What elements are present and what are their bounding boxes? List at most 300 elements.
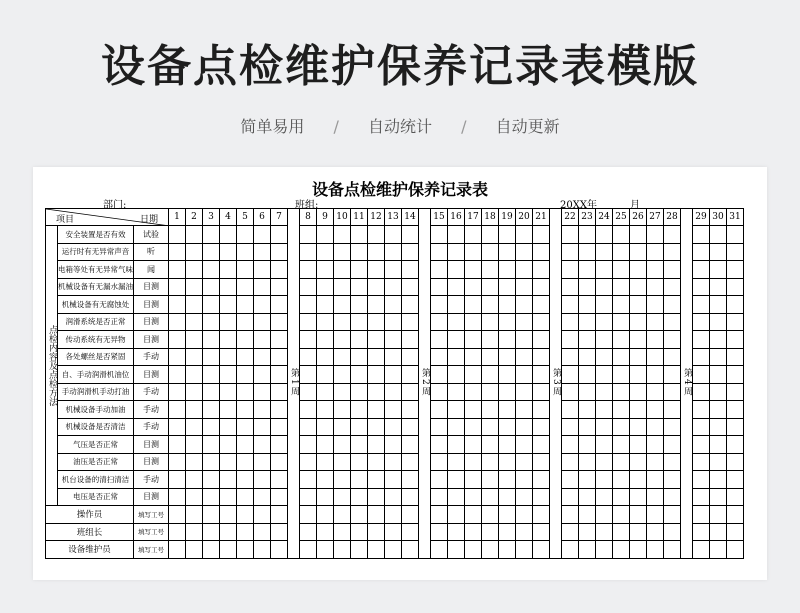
- check-cell[interactable]: [710, 366, 727, 384]
- check-cell[interactable]: [300, 296, 317, 314]
- check-cell[interactable]: [630, 523, 647, 541]
- check-cell[interactable]: [710, 331, 727, 349]
- check-cell[interactable]: [385, 418, 402, 436]
- check-cell[interactable]: [727, 383, 744, 401]
- check-cell[interactable]: [533, 383, 550, 401]
- check-cell[interactable]: [562, 488, 579, 506]
- check-cell[interactable]: [630, 506, 647, 524]
- check-cell[interactable]: [482, 243, 499, 261]
- check-cell[interactable]: [186, 541, 203, 559]
- check-cell[interactable]: [482, 348, 499, 366]
- check-cell[interactable]: [562, 383, 579, 401]
- check-cell[interactable]: [271, 488, 288, 506]
- check-cell[interactable]: [727, 488, 744, 506]
- check-cell[interactable]: [237, 296, 254, 314]
- check-cell[interactable]: [533, 506, 550, 524]
- check-cell[interactable]: [254, 541, 271, 559]
- check-cell[interactable]: [482, 366, 499, 384]
- check-cell[interactable]: [271, 436, 288, 454]
- check-cell[interactable]: [579, 471, 596, 489]
- check-cell[interactable]: [300, 453, 317, 471]
- check-cell[interactable]: [368, 523, 385, 541]
- check-cell[interactable]: [482, 401, 499, 419]
- check-cell[interactable]: [664, 383, 681, 401]
- check-cell[interactable]: [334, 331, 351, 349]
- check-cell[interactable]: [300, 383, 317, 401]
- check-cell[interactable]: [710, 436, 727, 454]
- check-cell[interactable]: [169, 541, 186, 559]
- check-cell[interactable]: [579, 383, 596, 401]
- check-cell[interactable]: [664, 418, 681, 436]
- check-cell[interactable]: [334, 383, 351, 401]
- check-cell[interactable]: [351, 401, 368, 419]
- check-cell[interactable]: [693, 453, 710, 471]
- check-cell[interactable]: [664, 541, 681, 559]
- check-cell[interactable]: [664, 436, 681, 454]
- check-cell[interactable]: [465, 418, 482, 436]
- check-cell[interactable]: [237, 243, 254, 261]
- check-cell[interactable]: [465, 331, 482, 349]
- check-cell[interactable]: [647, 296, 664, 314]
- check-cell[interactable]: [186, 331, 203, 349]
- check-cell[interactable]: [727, 313, 744, 331]
- check-cell[interactable]: [465, 348, 482, 366]
- check-cell[interactable]: [300, 401, 317, 419]
- check-cell[interactable]: [596, 366, 613, 384]
- check-cell[interactable]: [647, 401, 664, 419]
- check-cell[interactable]: [402, 506, 419, 524]
- check-cell[interactable]: [431, 506, 448, 524]
- check-cell[interactable]: [465, 523, 482, 541]
- check-cell[interactable]: [220, 296, 237, 314]
- check-cell[interactable]: [710, 471, 727, 489]
- check-cell[interactable]: [351, 436, 368, 454]
- check-cell[interactable]: [186, 523, 203, 541]
- check-cell[interactable]: [727, 401, 744, 419]
- check-cell[interactable]: [203, 453, 220, 471]
- check-cell[interactable]: [271, 471, 288, 489]
- check-cell[interactable]: [482, 453, 499, 471]
- check-cell[interactable]: [431, 523, 448, 541]
- check-cell[interactable]: [516, 348, 533, 366]
- check-cell[interactable]: [710, 313, 727, 331]
- check-cell[interactable]: [693, 401, 710, 419]
- check-cell[interactable]: [351, 331, 368, 349]
- check-cell[interactable]: [465, 366, 482, 384]
- check-cell[interactable]: [402, 313, 419, 331]
- check-cell[interactable]: [317, 226, 334, 244]
- check-cell[interactable]: [533, 471, 550, 489]
- check-cell[interactable]: [613, 383, 630, 401]
- check-cell[interactable]: [562, 331, 579, 349]
- check-cell[interactable]: [710, 453, 727, 471]
- check-cell[interactable]: [317, 348, 334, 366]
- check-cell[interactable]: [710, 418, 727, 436]
- check-cell[interactable]: [351, 261, 368, 279]
- check-cell[interactable]: [254, 436, 271, 454]
- check-cell[interactable]: [237, 348, 254, 366]
- check-cell[interactable]: [613, 523, 630, 541]
- check-cell[interactable]: [664, 366, 681, 384]
- check-cell[interactable]: [516, 278, 533, 296]
- check-cell[interactable]: [630, 278, 647, 296]
- check-cell[interactable]: [710, 523, 727, 541]
- check-cell[interactable]: [220, 488, 237, 506]
- check-cell[interactable]: [385, 278, 402, 296]
- check-cell[interactable]: [351, 506, 368, 524]
- check-cell[interactable]: [254, 366, 271, 384]
- check-cell[interactable]: [533, 348, 550, 366]
- check-cell[interactable]: [254, 331, 271, 349]
- check-cell[interactable]: [203, 471, 220, 489]
- check-cell[interactable]: [317, 418, 334, 436]
- check-cell[interactable]: [169, 383, 186, 401]
- check-cell[interactable]: [368, 278, 385, 296]
- check-cell[interactable]: [334, 348, 351, 366]
- check-cell[interactable]: [431, 261, 448, 279]
- check-cell[interactable]: [431, 541, 448, 559]
- check-cell[interactable]: [186, 383, 203, 401]
- check-cell[interactable]: [448, 383, 465, 401]
- check-cell[interactable]: [727, 453, 744, 471]
- check-cell[interactable]: [169, 436, 186, 454]
- check-cell[interactable]: [385, 313, 402, 331]
- check-cell[interactable]: [596, 261, 613, 279]
- check-cell[interactable]: [533, 331, 550, 349]
- check-cell[interactable]: [693, 506, 710, 524]
- check-cell[interactable]: [300, 418, 317, 436]
- check-cell[interactable]: [596, 506, 613, 524]
- check-cell[interactable]: [402, 453, 419, 471]
- check-cell[interactable]: [664, 243, 681, 261]
- check-cell[interactable]: [169, 243, 186, 261]
- check-cell[interactable]: [562, 226, 579, 244]
- check-cell[interactable]: [169, 506, 186, 524]
- check-cell[interactable]: [516, 418, 533, 436]
- check-cell[interactable]: [579, 541, 596, 559]
- check-cell[interactable]: [664, 471, 681, 489]
- check-cell[interactable]: [613, 331, 630, 349]
- check-cell[interactable]: [499, 226, 516, 244]
- check-cell[interactable]: [516, 471, 533, 489]
- check-cell[interactable]: [334, 261, 351, 279]
- check-cell[interactable]: [271, 313, 288, 331]
- check-cell[interactable]: [693, 331, 710, 349]
- check-cell[interactable]: [254, 243, 271, 261]
- check-cell[interactable]: [186, 261, 203, 279]
- check-cell[interactable]: [271, 383, 288, 401]
- check-cell[interactable]: [630, 261, 647, 279]
- check-cell[interactable]: [254, 401, 271, 419]
- check-cell[interactable]: [385, 243, 402, 261]
- check-cell[interactable]: [727, 348, 744, 366]
- check-cell[interactable]: [203, 541, 220, 559]
- check-cell[interactable]: [220, 418, 237, 436]
- check-cell[interactable]: [630, 401, 647, 419]
- check-cell[interactable]: [596, 436, 613, 454]
- check-cell[interactable]: [482, 261, 499, 279]
- check-cell[interactable]: [317, 506, 334, 524]
- check-cell[interactable]: [727, 296, 744, 314]
- check-cell[interactable]: [579, 418, 596, 436]
- check-cell[interactable]: [710, 488, 727, 506]
- check-cell[interactable]: [271, 296, 288, 314]
- check-cell[interactable]: [368, 383, 385, 401]
- check-cell[interactable]: [351, 366, 368, 384]
- check-cell[interactable]: [465, 296, 482, 314]
- check-cell[interactable]: [630, 488, 647, 506]
- check-cell[interactable]: [237, 453, 254, 471]
- check-cell[interactable]: [596, 313, 613, 331]
- check-cell[interactable]: [482, 331, 499, 349]
- check-cell[interactable]: [300, 226, 317, 244]
- check-cell[interactable]: [431, 331, 448, 349]
- check-cell[interactable]: [351, 523, 368, 541]
- check-cell[interactable]: [693, 296, 710, 314]
- check-cell[interactable]: [727, 471, 744, 489]
- check-cell[interactable]: [613, 471, 630, 489]
- check-cell[interactable]: [203, 243, 220, 261]
- check-cell[interactable]: [169, 313, 186, 331]
- check-cell[interactable]: [596, 243, 613, 261]
- check-cell[interactable]: [351, 471, 368, 489]
- check-cell[interactable]: [630, 313, 647, 331]
- check-cell[interactable]: [596, 523, 613, 541]
- check-cell[interactable]: [220, 278, 237, 296]
- check-cell[interactable]: [499, 366, 516, 384]
- check-cell[interactable]: [334, 278, 351, 296]
- check-cell[interactable]: [562, 471, 579, 489]
- check-cell[interactable]: [533, 418, 550, 436]
- check-cell[interactable]: [271, 348, 288, 366]
- check-cell[interactable]: [271, 278, 288, 296]
- check-cell[interactable]: [499, 418, 516, 436]
- check-cell[interactable]: [482, 436, 499, 454]
- check-cell[interactable]: [647, 226, 664, 244]
- check-cell[interactable]: [186, 313, 203, 331]
- check-cell[interactable]: [579, 523, 596, 541]
- check-cell[interactable]: [533, 436, 550, 454]
- check-cell[interactable]: [613, 453, 630, 471]
- check-cell[interactable]: [499, 436, 516, 454]
- check-cell[interactable]: [499, 506, 516, 524]
- check-cell[interactable]: [499, 488, 516, 506]
- check-cell[interactable]: [562, 418, 579, 436]
- check-cell[interactable]: [402, 418, 419, 436]
- check-cell[interactable]: [237, 313, 254, 331]
- check-cell[interactable]: [579, 226, 596, 244]
- check-cell[interactable]: [448, 313, 465, 331]
- check-cell[interactable]: [237, 383, 254, 401]
- check-cell[interactable]: [317, 278, 334, 296]
- check-cell[interactable]: [727, 523, 744, 541]
- check-cell[interactable]: [596, 488, 613, 506]
- check-cell[interactable]: [203, 226, 220, 244]
- check-cell[interactable]: [499, 296, 516, 314]
- check-cell[interactable]: [368, 261, 385, 279]
- check-cell[interactable]: [385, 506, 402, 524]
- check-cell[interactable]: [516, 313, 533, 331]
- check-cell[interactable]: [613, 226, 630, 244]
- check-cell[interactable]: [431, 418, 448, 436]
- check-cell[interactable]: [613, 348, 630, 366]
- check-cell[interactable]: [254, 383, 271, 401]
- check-cell[interactable]: [402, 488, 419, 506]
- check-cell[interactable]: [368, 488, 385, 506]
- check-cell[interactable]: [334, 243, 351, 261]
- check-cell[interactable]: [271, 331, 288, 349]
- check-cell[interactable]: [647, 243, 664, 261]
- check-cell[interactable]: [385, 296, 402, 314]
- check-cell[interactable]: [482, 418, 499, 436]
- check-cell[interactable]: [448, 366, 465, 384]
- check-cell[interactable]: [613, 296, 630, 314]
- check-cell[interactable]: [664, 261, 681, 279]
- check-cell[interactable]: [385, 261, 402, 279]
- check-cell[interactable]: [448, 296, 465, 314]
- check-cell[interactable]: [385, 366, 402, 384]
- check-cell[interactable]: [579, 506, 596, 524]
- check-cell[interactable]: [431, 383, 448, 401]
- check-cell[interactable]: [271, 261, 288, 279]
- check-cell[interactable]: [613, 418, 630, 436]
- check-cell[interactable]: [562, 313, 579, 331]
- check-cell[interactable]: [351, 383, 368, 401]
- check-cell[interactable]: [385, 401, 402, 419]
- check-cell[interactable]: [448, 278, 465, 296]
- check-cell[interactable]: [431, 296, 448, 314]
- check-cell[interactable]: [220, 348, 237, 366]
- check-cell[interactable]: [499, 453, 516, 471]
- check-cell[interactable]: [351, 541, 368, 559]
- check-cell[interactable]: [237, 401, 254, 419]
- check-cell[interactable]: [482, 313, 499, 331]
- check-cell[interactable]: [516, 331, 533, 349]
- check-cell[interactable]: [203, 296, 220, 314]
- check-cell[interactable]: [533, 523, 550, 541]
- check-cell[interactable]: [613, 366, 630, 384]
- check-cell[interactable]: [664, 488, 681, 506]
- check-cell[interactable]: [516, 261, 533, 279]
- check-cell[interactable]: [203, 313, 220, 331]
- check-cell[interactable]: [465, 488, 482, 506]
- check-cell[interactable]: [186, 453, 203, 471]
- check-cell[interactable]: [351, 348, 368, 366]
- check-cell[interactable]: [562, 296, 579, 314]
- check-cell[interactable]: [693, 471, 710, 489]
- check-cell[interactable]: [300, 541, 317, 559]
- check-cell[interactable]: [630, 366, 647, 384]
- check-cell[interactable]: [402, 261, 419, 279]
- check-cell[interactable]: [385, 348, 402, 366]
- check-cell[interactable]: [385, 383, 402, 401]
- check-cell[interactable]: [630, 243, 647, 261]
- check-cell[interactable]: [664, 348, 681, 366]
- check-cell[interactable]: [169, 296, 186, 314]
- check-cell[interactable]: [562, 541, 579, 559]
- check-cell[interactable]: [220, 453, 237, 471]
- check-cell[interactable]: [710, 243, 727, 261]
- check-cell[interactable]: [647, 383, 664, 401]
- check-cell[interactable]: [237, 418, 254, 436]
- check-cell[interactable]: [317, 541, 334, 559]
- check-cell[interactable]: [186, 418, 203, 436]
- check-cell[interactable]: [271, 243, 288, 261]
- check-cell[interactable]: [533, 226, 550, 244]
- check-cell[interactable]: [220, 471, 237, 489]
- check-cell[interactable]: [351, 243, 368, 261]
- check-cell[interactable]: [317, 488, 334, 506]
- check-cell[interactable]: [579, 366, 596, 384]
- check-cell[interactable]: [710, 541, 727, 559]
- check-cell[interactable]: [431, 471, 448, 489]
- check-cell[interactable]: [317, 261, 334, 279]
- check-cell[interactable]: [647, 471, 664, 489]
- check-cell[interactable]: [169, 261, 186, 279]
- check-cell[interactable]: [579, 331, 596, 349]
- check-cell[interactable]: [465, 506, 482, 524]
- check-cell[interactable]: [710, 348, 727, 366]
- check-cell[interactable]: [499, 541, 516, 559]
- check-cell[interactable]: [448, 523, 465, 541]
- check-cell[interactable]: [647, 523, 664, 541]
- check-cell[interactable]: [647, 366, 664, 384]
- check-cell[interactable]: [448, 436, 465, 454]
- check-cell[interactable]: [220, 331, 237, 349]
- check-cell[interactable]: [516, 488, 533, 506]
- check-cell[interactable]: [254, 471, 271, 489]
- check-cell[interactable]: [596, 226, 613, 244]
- check-cell[interactable]: [693, 541, 710, 559]
- check-cell[interactable]: [664, 226, 681, 244]
- check-cell[interactable]: [482, 296, 499, 314]
- check-cell[interactable]: [465, 243, 482, 261]
- check-cell[interactable]: [465, 471, 482, 489]
- check-cell[interactable]: [368, 453, 385, 471]
- check-cell[interactable]: [317, 243, 334, 261]
- check-cell[interactable]: [596, 331, 613, 349]
- check-cell[interactable]: [562, 348, 579, 366]
- check-cell[interactable]: [254, 453, 271, 471]
- check-cell[interactable]: [203, 383, 220, 401]
- check-cell[interactable]: [647, 278, 664, 296]
- check-cell[interactable]: [220, 366, 237, 384]
- check-cell[interactable]: [431, 401, 448, 419]
- check-cell[interactable]: [727, 366, 744, 384]
- check-cell[interactable]: [533, 541, 550, 559]
- check-cell[interactable]: [237, 436, 254, 454]
- check-cell[interactable]: [516, 366, 533, 384]
- check-cell[interactable]: [203, 523, 220, 541]
- check-cell[interactable]: [203, 278, 220, 296]
- check-cell[interactable]: [220, 243, 237, 261]
- check-cell[interactable]: [169, 366, 186, 384]
- check-cell[interactable]: [596, 383, 613, 401]
- check-cell[interactable]: [579, 453, 596, 471]
- check-cell[interactable]: [237, 523, 254, 541]
- check-cell[interactable]: [220, 401, 237, 419]
- check-cell[interactable]: [579, 401, 596, 419]
- check-cell[interactable]: [317, 331, 334, 349]
- check-cell[interactable]: [254, 313, 271, 331]
- check-cell[interactable]: [596, 541, 613, 559]
- check-cell[interactable]: [499, 331, 516, 349]
- check-cell[interactable]: [664, 313, 681, 331]
- check-cell[interactable]: [465, 226, 482, 244]
- check-cell[interactable]: [579, 436, 596, 454]
- check-cell[interactable]: [220, 506, 237, 524]
- check-cell[interactable]: [334, 541, 351, 559]
